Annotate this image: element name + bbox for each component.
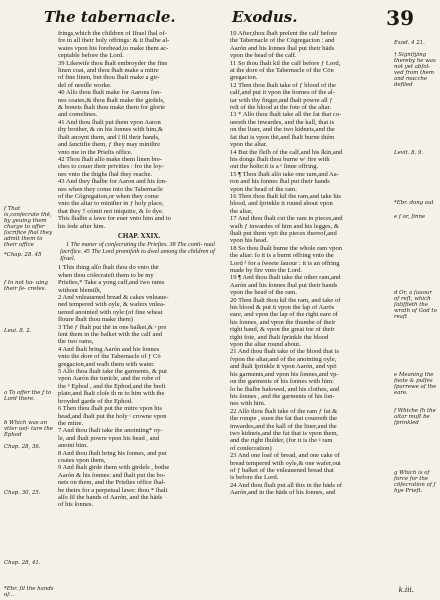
margin-note-left: a To offer the ƒ to Lord there. [4, 390, 52, 402]
text-line: 10 After,thou ſhalt preſent the calf before [230, 30, 338, 37]
text-line: 8 And thou ſhalt bring his ſonnes, and put [58, 449, 167, 457]
text-line: his garments,and vpon his ſonnes,and vp- [230, 370, 339, 378]
text-line: le, and ſhalt powre vpon his head , and [58, 434, 160, 442]
text-line: anoint him. [58, 442, 88, 450]
text-line: del of needle worke. [58, 81, 112, 89]
text-line: 3 Thē ƒ ſhalt put thē in one baſket,& ᵃ pre [58, 323, 167, 331]
text-line: of the Cógregation,or when they come [58, 192, 159, 200]
text-line: Prieſtes,* Take a yong calf,and two rams [58, 279, 165, 287]
text-line: ſhalt put them vpō the pieces thereof,and [230, 229, 337, 237]
chapter-heading: CHAP. XXIX. [117, 231, 161, 240]
text-line: his ſede after him. [58, 222, 106, 230]
margin-note-left: Chap. 30, 25. [4, 490, 41, 496]
text-line: his dongs ſhalt thou burne wᵗ fire with [230, 155, 330, 163]
text-line: ſo he ſhalbe halowed, and his clothes, and [230, 385, 340, 393]
text-line: right fote, and ſhalt ſprinkle the blood [230, 333, 329, 341]
text-line: of ƒ baſket of the vnleauened bread that [230, 466, 334, 474]
text-line: Lord ᵈ for a ſweete ſauour : it is an offring [230, 259, 340, 267]
text-line: vpon the head of the calf. [230, 52, 297, 60]
text-line: the two rams, [58, 338, 94, 346]
text-line: 43 And they ſhalbe for Aaron and his ſon- [58, 178, 168, 186]
text-line: 21 And thou ſhalt take of the blood that is [230, 348, 339, 356]
text-line: his ſonnes, and vpon the thumbe of their [230, 318, 336, 326]
text-line: 20 Then ſhalt thou kil the ram, and take of [230, 296, 341, 304]
text-line: 19 ¶ And thou ſhalt take the other ram,and [230, 274, 341, 282]
text-line: 40 Alſo thou ſhalt make for Aarons ſon- [58, 89, 162, 97]
margin-note-right: e ſ or, ſinne [394, 214, 426, 220]
text-line: and ſhalt ſprinkle it vpon Aarón, and vpō [230, 363, 337, 371]
text-line: and ſanctifie them, ƒ they may miniſtre [58, 141, 160, 149]
margin-note-left: *Ebr. ſil the hands of... [4, 586, 54, 598]
margin-note-right: *Ebr. dong out [394, 200, 434, 206]
text-line: gregacion. [230, 74, 258, 82]
text-line: 2 And vnleauened bread & cakes vnleaue- [58, 294, 169, 301]
text-line: 9 And ſhalt girde them with girdels , bothe [58, 464, 170, 472]
text-line: vpon the head of the ram. [230, 289, 297, 297]
text-line: 41 And thou ſhalt put them vpon Aaron [58, 118, 161, 126]
text-line: of conſecration) [230, 444, 272, 452]
text-line: at the dore of the Tabernacle of the Cōn [230, 67, 334, 75]
page-number: 39 [386, 6, 414, 30]
text-line: on the garments of his ſonnes with him: [230, 378, 334, 386]
text-line: ron and his ſonnes ſhal put their hands [230, 178, 330, 186]
text-line: without blemiſh, [58, 286, 102, 294]
margin-note-left: b Which was an vtter ueſ- ture the Ephod [4, 420, 53, 438]
text-line: This ſhalbe a lawe for euer vnto him and to [58, 215, 171, 223]
text-line: on the liuer, and the two kidneis,and the [230, 126, 335, 134]
text-line: calf,and put it vpon the hornes of the al- [230, 89, 335, 97]
text-line: be theirs for a perpetual lawe: thou * ſhalt [58, 486, 168, 494]
right-column [230, 30, 390, 497]
margin-note-left: Chap. 28, 36. [4, 444, 41, 450]
margin-note-left: Leui. 8. 2. [4, 328, 32, 334]
text-line: vnto the dore of the Tabernacle of ƒ Cō [58, 353, 161, 361]
text-line: gregacion,and waſh them with water. [58, 360, 155, 368]
text-line: uereth the inwardes, and the kall, that is [230, 118, 335, 126]
text-line: thy brother, & on his ſonnes with him,& [58, 126, 164, 134]
text-line: 14 But the fleſh of the calf,and his ſkin,and [230, 148, 343, 156]
text-line: eare, and vpon the lap of the right eare of [230, 311, 338, 319]
text-line: alſo ſil the hands of Aarón, and the hāds [58, 493, 163, 501]
text-line: 6 Then thou ſhalt put the mitre vpon his [58, 405, 162, 413]
text-line: 17 And thou ſhalt cut the ram in pieces,and [230, 215, 343, 223]
text-line: of fine linen, but thou ſhalt make a gir- [58, 74, 160, 82]
text-line: 22 Alſo thou ſhalt take of the ram ƒ fat & [230, 407, 338, 415]
text-line: and comelines. [58, 111, 98, 119]
text-line: vnto the altar to miniſter in ƒ holy place, [58, 200, 164, 208]
text-line: his blood & put it vpon the lap of Aarōs [230, 304, 335, 312]
running-header [44, 8, 414, 28]
text-line: that they † cómit not iniquitie, & ſo dye. [58, 207, 164, 215]
text-line: vnto me in the Prieſts office. [58, 148, 133, 156]
text-line: Aarón and his ſonnes ſhal put their hāds [230, 44, 335, 52]
text-line: the altar: ſo it is a burnt offring vnto the [230, 252, 334, 260]
text-line: 1 This thing alſo ſhalt thou do vnto thē [58, 264, 159, 272]
text-line: made by fire vnto the Lord. [230, 267, 302, 274]
text-line: vpon Aarón the tunicle, and the robe of [58, 375, 161, 383]
text-line: 11 So thou ſhalt kil the calf before ƒ Lord, [230, 59, 341, 67]
text-line: the Tabernacle of the Cōgregacion : and [230, 37, 335, 45]
margin-note-right: g Which is of force for the cōſecration of ƒ hye Prieſt. [394, 470, 436, 494]
text-line: waies vpon his forehead,to make them ac- [58, 44, 169, 52]
text-line: 16 Then thou ſhalt kil the ram,and take his [230, 192, 341, 200]
text-line: 24 And thou ſhalt put all this in the hāds of [230, 481, 343, 489]
text-line: nets on them, and the Prieſtes office ſhal- [58, 479, 166, 487]
text-line: blood, and ſprinkle it round about vpon [230, 200, 333, 208]
text-line: coates vpon them, [58, 456, 106, 464]
text-line: vpon his head. [230, 237, 269, 245]
text-line: right hand, & vpon the great toe of their [230, 326, 335, 334]
text-line: fat that is vpon thē,and ſhalt burne thém [230, 133, 335, 141]
text-line: two kidneis,and the fat that is vpon them, [230, 429, 339, 437]
text-line: 23 And one loaf of bread, and one cake of [230, 452, 340, 460]
text-line: ned tempered with oyle, & wafers vnlea- [58, 301, 166, 309]
margin-note-left: ſ In not ha- uing their ſe- cretes. [4, 280, 48, 292]
text-line: vpon the altar. [230, 141, 268, 149]
margin-note-left: *Chap. 28. 45 [4, 252, 42, 258]
text-line: reſt of the blood at the fote of the altar. [230, 104, 332, 112]
margin-note-right: e Meaning the foote & pulſes ſparrewe of the eare. [394, 372, 437, 396]
text-line: bread tempered with oyle,& one wafer,out [230, 459, 341, 467]
text-line: linen coat, and thou ſhalt make a mitre [58, 67, 159, 75]
text-line: Aarón & his ſonnes: and ſhalt put the bo- [58, 471, 166, 479]
text-line: Aarón and his ſonnes ſhal put their hands [230, 281, 338, 289]
text-line: inwardes,and the kall of the liuer,and the [230, 422, 337, 430]
text-line: the rompe , euen the fat that couereth the [230, 415, 338, 423]
text-line: broyded garde of the Ephod. [58, 397, 133, 405]
text-line: 42 Thou ſhalt alſo make them linen bre- [58, 155, 163, 163]
margin-note-right: d Or, a ſauour of reſt, which ſatiſfieth the wrath of God to reaſt [394, 290, 437, 320]
signature-mark: k.iii. [398, 586, 414, 594]
text-line: vpon the head of the ram. [230, 185, 297, 193]
text-line: 18 So thou ſhalt burne the whole ram vpon [230, 244, 343, 252]
margin-note-right: Exod. 4 21. [394, 40, 425, 46]
text-line: is before the Lord. [230, 474, 279, 482]
chapter-summary: 1 The maner of conſecrating the Prieſtes. 38 The conti- nual ſacrifice. 45 The Lord promiſeth to dwel among the children of Iſrael. [60, 241, 215, 263]
text-line: tar with thy finger,and ſhalt powre all ƒ [230, 96, 333, 104]
text-line: when thou cōſecrateſt them to be my [58, 271, 154, 279]
text-line: fre in all their holy offrings: & it ſhalbe al- [58, 37, 170, 45]
book-title: Exodus. [232, 8, 298, 26]
text-line: 39 Likewiſe thou ſhalt embroyder the fine [58, 59, 168, 67]
text-line: nes with him. [230, 400, 266, 408]
text-line: ſhalt anoynt them, and ſ fil their hands, [58, 133, 160, 141]
text-line: ches to couer their privities : fro the loy- [58, 163, 164, 171]
text-line: 13 * Alſo thou ſhalt take all the fat that co- [230, 111, 342, 119]
text-line: the mitre. [58, 419, 84, 427]
text-line: floure ſhalt thou make them) [58, 316, 133, 324]
text-line: ceptable before the Lord. [58, 52, 124, 60]
running-title: The tabernacle. [44, 8, 176, 26]
text-line: Aarón,and in the hāds of his ſonnes, and [230, 489, 336, 497]
text-line: 4 And ſhalt bring Aarón and his ſonnes [58, 345, 160, 353]
text-line: and the right ſhulder, (for it is the ᵍ ram [230, 437, 333, 445]
margin-note-right: f Whiche ſh the altar muſt be ſprinkled [394, 408, 436, 426]
margin-note-left: ſ That is,conſecrate thē, by geuing them charge to offer ſacrifice ſhal they admit them to their office [4, 206, 53, 248]
text-line: nes vnto the thighs ſhal they reache. [58, 170, 152, 178]
text-line: ſvpon the altar,and of the anointing oyle, [230, 355, 337, 363]
text-line: & bonets ſhalt thou make them for glorie [58, 104, 166, 112]
text-line: the ᵇ Ephod , and the Ephod,and the breſt [58, 382, 166, 390]
text-line: vpon the altar round about. [230, 341, 301, 349]
text-line: ſent them in the baſket with the calf and [58, 331, 162, 339]
text-line: nes coates,& thou ſhalt make the girdels, [58, 96, 165, 104]
text-line: frings,which the children of Iſrael ſhal of- [58, 30, 167, 37]
text-line: uened anointed with oyle:(of fine wheat [58, 308, 163, 316]
text-line: waſh ƒ inwardes of him and his legges, & [230, 222, 339, 230]
margin-note-right: Levit. 8, 9. [394, 150, 424, 156]
text-line: 5 Alſo thou ſhalt take the garments, & put [58, 368, 167, 376]
margin-note-right: † Signifying thereby he was not yet abſol- ved from them and mucche defiled [394, 52, 436, 88]
text-line: head,and ſhalt put the holy ᶜ crowne vpon [58, 412, 167, 420]
text-line: his ſonnes , and the garments of his ſon- [230, 392, 335, 400]
left-column [58, 30, 220, 509]
text-line: out the hoſte:it is a ᵉ ſinne offring. [230, 163, 319, 171]
text-line: 7 And thou ſhalt take the anointing* oy- [58, 427, 163, 435]
text-line: the altar, [230, 207, 253, 215]
text-line: 15 ¶ Thou ſhalt alſo take one ram,and Aa- [230, 170, 339, 178]
text-line: 12 Then thou ſhalt take of ƒ blood of the [230, 81, 336, 89]
text-line: of his ſonnes. [58, 501, 94, 509]
text-line: plate,and ſhalt cloſe th m to him with the [58, 390, 165, 398]
margin-note-left: Chap. 28, 41. [4, 560, 41, 566]
text-line: nes when they come into the Tabernacle [58, 185, 163, 193]
